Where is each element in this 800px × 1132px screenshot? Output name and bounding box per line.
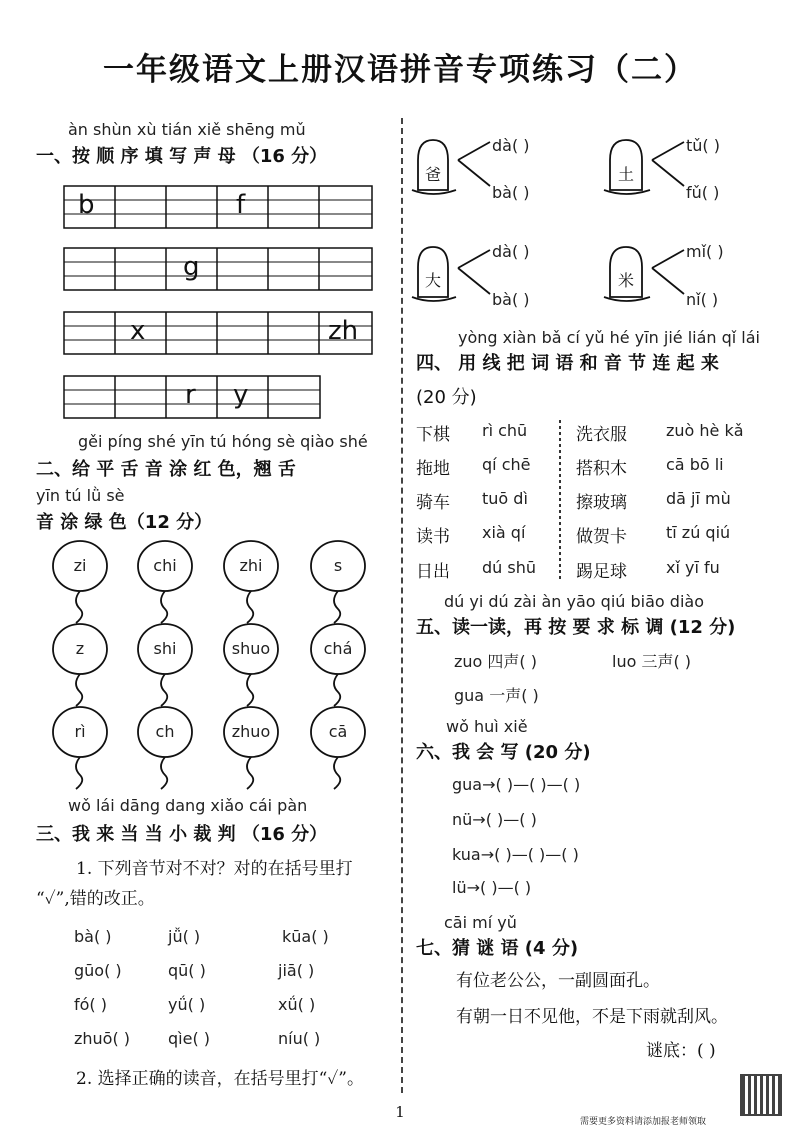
bell-option-bottom: bà( ) [492, 183, 530, 202]
judge-item: qū( ) [168, 961, 206, 980]
bell-option-bottom: bà( ) [492, 290, 530, 309]
match-pinyin-right: zuò hè kǎ [666, 421, 744, 440]
match-word-left: 下棋 [416, 425, 450, 445]
balloon-label: z [75, 639, 85, 658]
judge-item: níu( ) [278, 1029, 321, 1048]
grid-letter: x [130, 316, 146, 346]
match-word-right: 搭积木 [576, 459, 627, 479]
judge-item: yǘ( ) [168, 995, 206, 1014]
match-word-right: 踢足球 [576, 562, 627, 582]
balloon-label: rì [74, 722, 86, 741]
riddle-answer: 谜底：( ) [646, 1041, 716, 1061]
grid-letter: g [183, 252, 200, 282]
match-pinyin-right: xǐ yī fu [666, 558, 720, 577]
grid-letter: r [185, 380, 196, 410]
riddle-line-1: 有位老公公，一副圆面孔。 [456, 971, 660, 991]
match-word-right: 擦玻璃 [576, 493, 627, 513]
s2-pinyin-2: yīn tú lǜ sè [36, 486, 125, 505]
bell-option-top: tǔ( ) [686, 136, 720, 155]
match-word-left: 读书 [416, 527, 450, 547]
judge-item: qìe( ) [168, 1029, 211, 1048]
s5-line-1b: luo 三声( ) [612, 652, 692, 671]
match-word-left: 骑车 [416, 493, 450, 513]
s3-question-1b: “✓”,错的改正。 [36, 889, 155, 909]
match-pinyin-right: cā bō li [666, 455, 724, 474]
balloon-label: zhuo [231, 722, 271, 741]
balloon-label: chá [323, 639, 353, 658]
bell-option-top: mǐ( ) [686, 242, 724, 261]
grid-letter: b [78, 190, 95, 220]
judge-item: zhuō( ) [74, 1029, 131, 1048]
judge-item: kūa( ) [282, 927, 329, 946]
page-title: 一年级语文上册汉语拼音专项练习（二） [103, 52, 697, 88]
footer-note: 需要更多资料请添加报老师领取 [580, 1117, 707, 1127]
s5-line-2: gua 一声( ) [454, 686, 539, 705]
s2-heading-2: 音 涂 绿 色（12 分） [36, 512, 213, 533]
match-word-left: 日出 [416, 562, 450, 582]
match-pinyin-right: dā jī mù [666, 489, 731, 508]
balloon-label: shi [153, 639, 177, 658]
bell-option-bottom: nǐ( ) [686, 290, 719, 309]
match-pinyin-left: xià qí [482, 523, 526, 542]
judge-item: gūo( ) [74, 961, 122, 980]
balloon-label: cā [328, 722, 348, 741]
s3-heading: 三、我 来 当 当 小 裁 判 （16 分） [36, 824, 328, 845]
s6-pinyin: wǒ huì xiě [446, 717, 528, 736]
s6-line: gua→( )—( )—( ) [452, 775, 581, 794]
s6-line: lü→( )—( ) [452, 878, 532, 897]
balloon-label: chi [153, 556, 177, 575]
s6-heading: 六、我 会 写 (20 分) [416, 742, 591, 763]
s4-heading: 四、 用 线 把 词 语 和 音 节 连 起 来 [416, 353, 719, 374]
balloon-label: zhi [239, 556, 263, 575]
s5-heading: 五、读一读，再 按 要 求 标 调 (12 分) [416, 617, 736, 638]
bell-option-top: dà( ) [492, 242, 530, 261]
judge-item: xǘ( ) [278, 995, 316, 1014]
judge-item: jǚ( ) [168, 927, 201, 946]
judge-item: fó( ) [74, 995, 107, 1014]
judge-item: jiā( ) [278, 961, 315, 980]
balloon-label: ch [155, 722, 175, 741]
match-pinyin-left: dú shū [482, 558, 536, 577]
s1-pinyin: àn shùn xù tián xiě shēng mǔ [68, 120, 306, 139]
s6-line: nü→( )—( ) [452, 810, 537, 829]
s3-pinyin: wǒ lái dāng dang xiǎo cái pàn [68, 796, 308, 815]
s3-question-2: 2. 选择正确的读音，在括号里打“✓”。 [76, 1069, 364, 1089]
grid-letter: zh [328, 316, 359, 346]
s4-pinyin: yòng xiàn bǎ cí yǔ hé yīn jié lián qǐ lái [458, 328, 760, 347]
balloon-label: shuo [231, 639, 271, 658]
s2-heading-1: 二、给 平 舌 音 涂 红 色，翘 舌 [36, 459, 296, 480]
match-pinyin-left: tuō dì [482, 489, 528, 508]
bell-char: 土 [618, 165, 635, 184]
match-pinyin-left: qí chē [482, 455, 531, 474]
s5-line-1a: zuo 四声( ) [454, 652, 537, 671]
bell-char: 大 [425, 271, 442, 290]
match-word-right: 洗衣服 [576, 425, 627, 445]
bell-option-bottom: fǔ( ) [686, 183, 720, 202]
s5-pinyin: dú yi dú zài àn yāo qiú biāo diào [444, 592, 704, 611]
s7-pinyin: cāi mí yǔ [444, 913, 517, 932]
balloon-label: zi [73, 556, 87, 575]
s4-score: (20 分) [416, 387, 477, 408]
bell-char: 米 [618, 271, 635, 290]
riddle-line-2: 有朝一日不见他，不是下雨就刮风。 [456, 1007, 728, 1027]
s6-line: kua→( )—( )—( ) [452, 845, 579, 864]
s2-pinyin-1: gěi píng shé yīn tú hóng sè qiào shé [78, 432, 368, 451]
s3-question-1a: 1. 下列音节对不对？对的在括号里打 [76, 859, 353, 879]
grid-letter: y [233, 380, 249, 410]
grid-letter: f [236, 190, 246, 220]
s1-heading: 一、按 顺 序 填 写 声 母 （16 分） [36, 146, 328, 167]
match-pinyin-right: tī zú qiú [666, 523, 731, 542]
match-word-left: 拖地 [416, 459, 450, 479]
page-number: 1 [395, 1103, 405, 1121]
judge-item: bà( ) [74, 927, 112, 946]
match-pinyin-left: rì chū [482, 421, 528, 440]
balloon-label: s [333, 556, 343, 575]
match-word-right: 做贺卡 [576, 527, 627, 547]
bell-char: 爸 [425, 165, 442, 184]
bell-option-top: dà( ) [492, 136, 530, 155]
s7-heading: 七、猜 谜 语 (4 分) [416, 938, 579, 959]
